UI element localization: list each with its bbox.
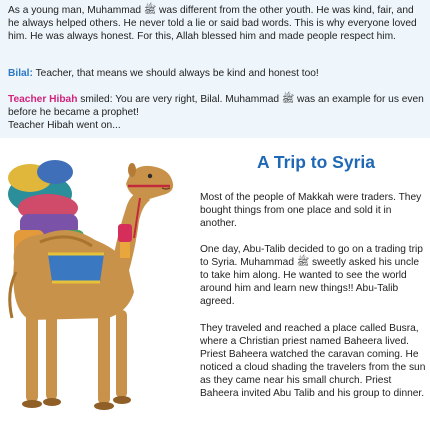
section-title: A Trip to Syria: [257, 152, 375, 172]
bilal-text: Teacher, that means we should always be kind and honest too!: [32, 68, 319, 79]
intro-paragraph: As a young man, Muhammad ﷺ was different from the other youth. He was kind, fair, and he always helped others. He never told a lie or said bad words. This is why everyone loved him. He was always honest. For this, Allah blessed him and made people respect him.: [8, 5, 417, 42]
bilal-dialogue: [8, 67, 424, 80]
hibah-text: smiled: You are very right, Bilal. Muhammad ﷺ was an example for us even before he became a prophet!: [8, 94, 424, 118]
story-paragraph: One day, Abu-Talib decided to go on a trading trip to Syria. Muhammad ﷺ sweetly asked his uncle to take him along. He wanted to see the world around him and learn new things!! Abu-Talib agreed.: [200, 244, 423, 307]
bilal-speaker: Bilal:: [8, 68, 33, 79]
intro-panel: [0, 0, 430, 138]
hibah-speaker: Teacher Hibah: [8, 94, 78, 105]
camel-legs: [26, 310, 127, 404]
story-paragraph: Most of the people of Makkah were traders. They bought things from one place and sold it in another.: [200, 192, 422, 229]
camel-illustration: [0, 142, 205, 430]
story-paragraph: They traveled and reached a place called Busra, where a Christian priest named Baheera lived. Priest Baheera watched the caravan coming. He noticed a cloud shading the travelers from the sun as they came near his small church. Priest Baheera invited Abu Talib and his group to dinner.: [200, 323, 426, 399]
hibah-dialogue: [8, 93, 424, 132]
tassel-decoration: [118, 224, 132, 258]
went-on-text: Teacher Hibah went on...: [8, 120, 121, 131]
